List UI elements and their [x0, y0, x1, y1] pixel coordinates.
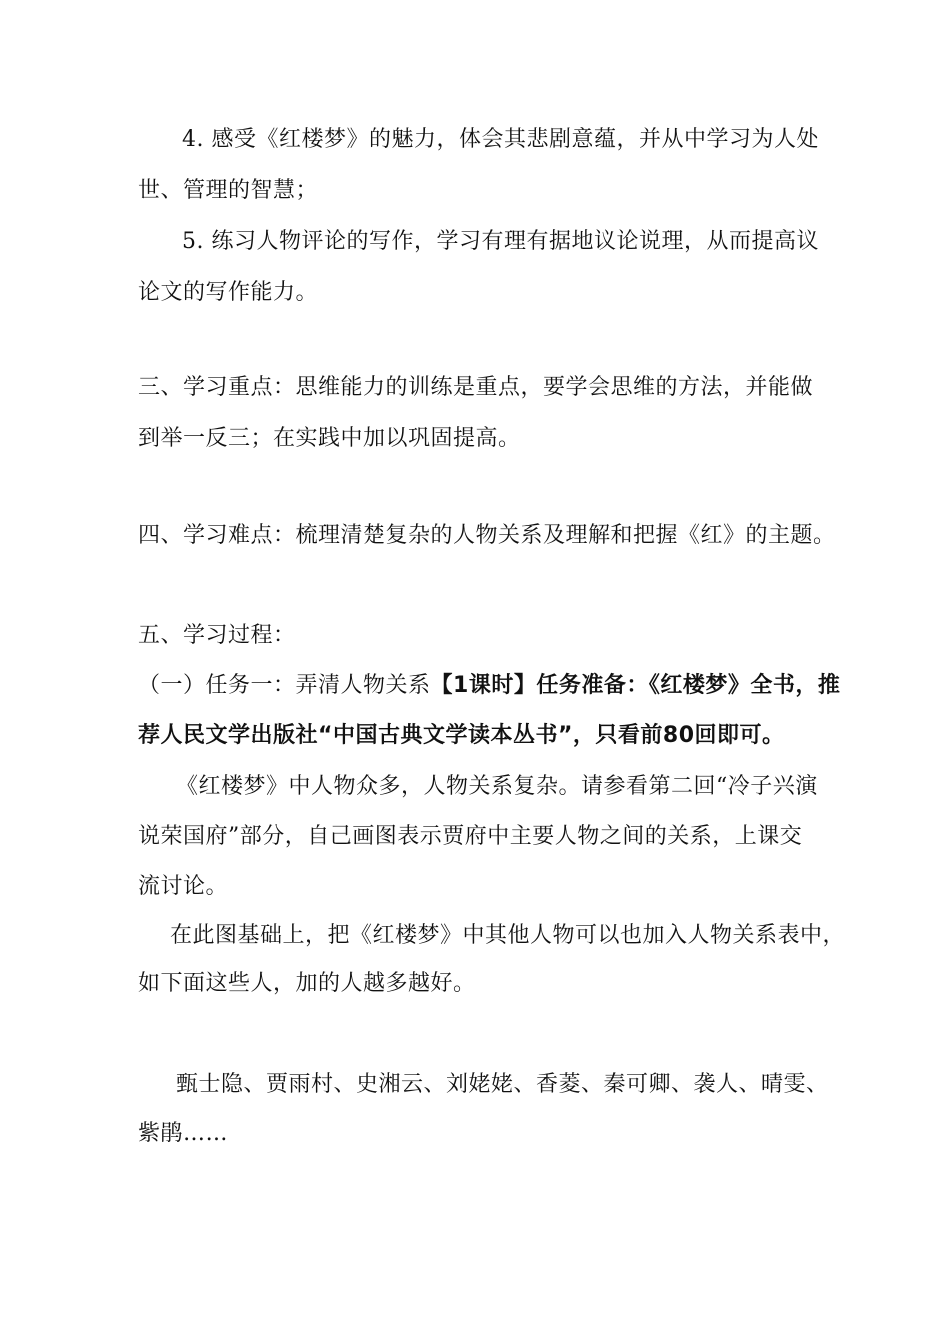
paragraph-b-line-2: 如下面这些人，加的人越多越好。 [138, 971, 476, 996]
task-1-line-1 [138, 671, 840, 701]
task-1-label: （一）任务一：弄清人物关系 [138, 673, 431, 698]
item-4-line-1: 4. 感受《红楼梦》的魅力，体会其悲剧意蕴，并从中学习为人处 [182, 127, 819, 152]
section-3-line-2: 到举一反三；在实践中加以巩固提高。 [138, 426, 521, 451]
item-5-line-2: 论文的写作能力。 [138, 280, 319, 305]
item-4-line-2: 世、管理的智慧； [138, 178, 319, 203]
item-5-line-1: 5. 练习人物评论的写作，学习有理有据地议论说理，从而提高议 [182, 229, 819, 254]
task-1-line-2: 荐人民文学出版社“中国古典文学读本丛书”，只看前80回即可。 [138, 723, 785, 748]
task-1-prep: 【1课时】任务准备：《红楼梦》全书，推 [430, 673, 841, 698]
paragraph-a-line-1: 《红楼梦》中人物众多，人物关系复杂。请参看第二回“冷子兴演 [176, 774, 818, 799]
paragraph-b-line-1: 在此图基础上，把《红楼梦》中其他人物可以也加入人物关系表中， [170, 923, 846, 948]
names-line-2: 紫鹃…… [138, 1121, 229, 1146]
names-line-1: 甄士隐、贾雨村、史湘云、刘姥姥、香菱、秦可卿、袭人、晴雯、 [176, 1072, 829, 1097]
paragraph-a-line-2: 说荣国府”部分，自己画图表示贾府中主要人物之间的关系，上课交 [138, 824, 803, 849]
paragraph-a-line-3: 流讨论。 [138, 874, 229, 899]
section-3-line-1: 三、学习重点：思维能力的训练是重点，要学会思维的方法，并能做 [138, 375, 814, 400]
section-5-title: 五、学习过程： [138, 623, 296, 648]
section-4-line: 四、学习难点：梳理清楚复杂的人物关系及理解和把握《红》的主题。 [138, 523, 836, 548]
